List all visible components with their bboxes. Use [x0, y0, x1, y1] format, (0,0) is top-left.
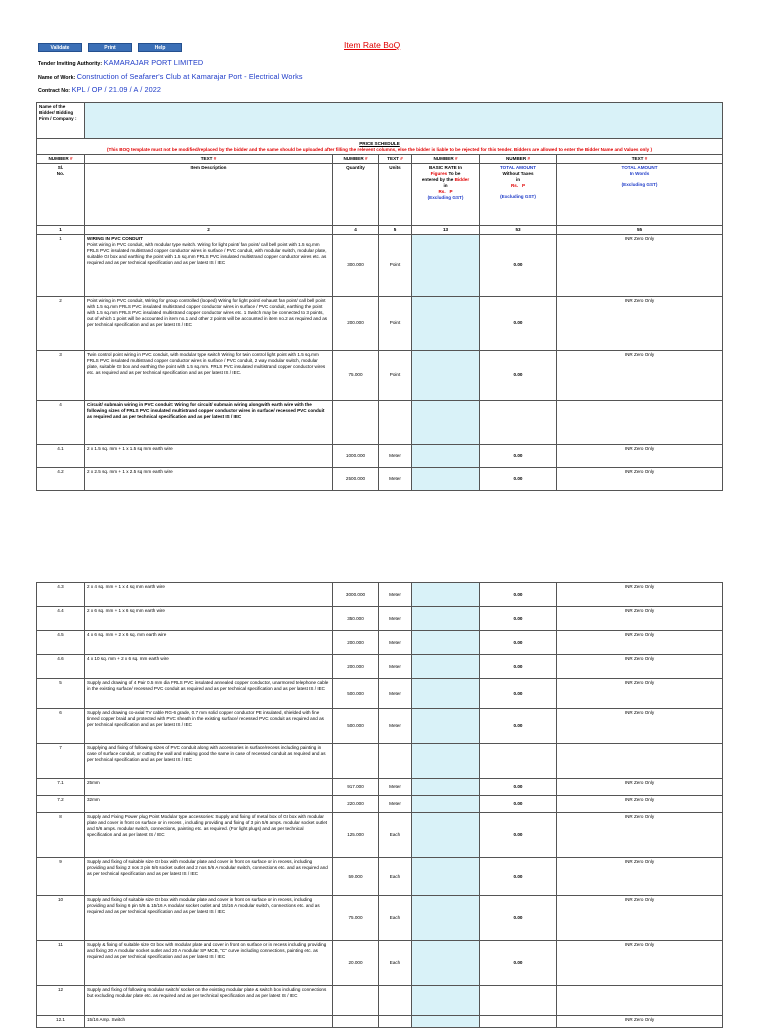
col-number-6: 53: [480, 225, 557, 234]
col-header-sl: Sl. No.: [37, 163, 85, 225]
quantity-cell: 200.000: [333, 655, 379, 679]
item-description-cell: [85, 1016, 333, 1028]
table-row: [37, 941, 723, 986]
work-name-value: Construction of Seafarer's Club at Kamarajar Port - Electrical Works: [76, 72, 303, 81]
table-row: [37, 444, 723, 467]
quantity-cell: 75.000: [333, 896, 379, 941]
quantity-cell: 500.000: [333, 709, 379, 744]
quantity-cell: [333, 986, 379, 1016]
amount-in-words-cell: INR Zero Only: [557, 655, 723, 679]
units-cell: Meter: [379, 655, 412, 679]
item-description-cell: [85, 234, 333, 296]
quantity-cell: 75.000: [333, 350, 379, 400]
help-button[interactable]: Help: [138, 43, 182, 52]
item-description: 32mm: [87, 797, 100, 802]
basic-rate-input[interactable]: [412, 296, 480, 350]
price-schedule-block: [37, 139, 723, 155]
sl-no-cell: 4: [37, 400, 85, 444]
amount-in-words-cell: INR Zero Only: [557, 444, 723, 467]
basic-rate-input[interactable]: [412, 679, 480, 709]
amount-in-words-cell: [557, 400, 723, 444]
col-number-2: 2: [85, 225, 333, 234]
total-amount-cell: 0.00: [480, 444, 557, 467]
table-row: [37, 350, 723, 400]
sl-no-cell: 10: [37, 896, 85, 941]
units-cell: Meter: [379, 607, 412, 631]
item-description: 2 x 2.5 sq. mm + 1 x 2.5 sq mm earth wire: [87, 468, 173, 474]
item-description: 2 x 4 sq. mm + 1 x 4 sq mm earth wire: [87, 584, 165, 589]
col-header-rate: BASIC RATE In Figures To be entered by the Bidder in Rs. P (Excluding GST): [412, 163, 480, 225]
col-type-7: TEXT #: [557, 154, 723, 163]
item-description-cell: [85, 858, 333, 896]
table-row: [37, 779, 723, 796]
sl-no-cell: 3: [37, 350, 85, 400]
col-number-1: 1: [37, 225, 85, 234]
table-row: [37, 796, 723, 813]
item-description-cell: [85, 296, 333, 350]
item-description: 2 x 6 sq. mm + 1 x 6 sq mm earth wire: [87, 608, 165, 613]
units-cell: Meter: [379, 709, 412, 744]
sl-no-cell: 7: [37, 744, 85, 779]
total-amount-cell: 0.00: [480, 296, 557, 350]
col-header-total: TOTAL AMOUNT Without Taxes in Rs. P (Excluding GST): [480, 163, 557, 225]
units-cell: Each: [379, 858, 412, 896]
units-cell: Meter: [379, 679, 412, 709]
item-description: Point wiring in PVC conduit, with modular type switch. Wiring for light point/ fan point/ call bell point with 1.5 sq.mm FRLS PVC insulated multistrand copper conductor wires in surface / PVC conduit, with modular switch, modular plate, suitable GI box and earthing the point with 1.5 sq.mm FRLS PVC insulated multistrand copper conductor wires etc. as required and as per technical specification and as per latest IS / IEC: [87, 241, 327, 265]
basic-rate-input[interactable]: [412, 744, 480, 779]
item-heading: WIRING IN PVC CONDUIT: [87, 235, 143, 241]
amount-in-words-cell: INR Zero Only: [557, 709, 723, 744]
item-description-cell: [85, 350, 333, 400]
table-row: [37, 986, 723, 1016]
validate-button[interactable]: Validate: [38, 43, 82, 52]
basic-rate-input[interactable]: [412, 709, 480, 744]
item-description: Point wiring in PVC conduit, Wiring for group controlled (looped) Wiring for light point/ exhaust fan point/ call bell point with 1.5 sq.mm FRLS PVC insulated multistrand copper conductor wires in surface / PVC conduit, earthing the point with 1.5 sq.mm FRLS PVC insulated multistrand copper conductor wires etc. 1 Switch may be connected to 3 points, out of which 1 point will be accounted in item no.1 and other 2 points will be accounted in item no.2 as required and as per technical specification and as per latest IS / IEC: [87, 297, 328, 327]
item-description: Supply and fixing of suitable size GI box with modular plate and cover in front on surface or in recess, including providing and fixing 6 pin 5/6 & 15/16 A modular socket outlet and 15/16 A modular switch, connections etc. and as required and as per technical specification and as per latest IS / IEC: [87, 897, 320, 914]
basic-rate-input[interactable]: [412, 1016, 480, 1028]
item-description: Twin control point wiring in PVC conduit, with modular type switch Wiring for twin control light point with 1.5 sq.mm FRLS PVC insulated multistrand copper conductor wires in surface / PVC conduit, 2 way modular switch, modular plate, suitable GI box and earthing the point with 1.5 sq.mm. FRLS PVC insulated multistrand copper conductor wires etc. as required and as per technical specification and as per latest IS / IEC.: [87, 351, 326, 375]
col-type-2: TEXT #: [85, 154, 333, 163]
amount-in-words-cell: INR Zero Only: [557, 467, 723, 490]
col-header-units: Units: [379, 163, 412, 225]
quantity-cell: 200.000: [333, 631, 379, 655]
column-type-row: [37, 154, 723, 163]
col-number-4: 5: [379, 225, 412, 234]
basic-rate-input[interactable]: [412, 858, 480, 896]
sl-no-cell: 11: [37, 941, 85, 986]
basic-rate-input[interactable]: [412, 467, 480, 490]
total-amount-cell: 0.00: [480, 679, 557, 709]
work-name-label: Name of Work:: [38, 75, 76, 81]
sl-no-cell: 6: [37, 709, 85, 744]
table-row: [37, 296, 723, 350]
col-type-4: TEXT #: [379, 154, 412, 163]
quantity-cell: 59.000: [333, 858, 379, 896]
table-row: [37, 813, 723, 858]
item-description-cell: [85, 986, 333, 1016]
units-cell: Point: [379, 234, 412, 296]
contract-value: KPL / OP / 21.09 / A / 2022: [71, 85, 162, 94]
boq-table-page-1: [36, 102, 723, 491]
quantity-cell: 1000.000: [333, 444, 379, 467]
units-cell: Each: [379, 896, 412, 941]
units-cell: Point: [379, 350, 412, 400]
amount-in-words-cell: INR Zero Only: [557, 583, 723, 607]
amount-in-words-cell: INR Zero Only: [557, 607, 723, 631]
item-description-cell: [85, 607, 333, 631]
item-description-cell: [85, 941, 333, 986]
quantity-cell: 500.000: [333, 679, 379, 709]
col-number-7: 55: [557, 225, 723, 234]
quantity-cell: [333, 1016, 379, 1028]
units-cell: [379, 744, 412, 779]
tender-authority-value: KAMARAJAR PORT LIMITED: [103, 58, 204, 67]
item-description-cell: [85, 679, 333, 709]
quantity-cell: [333, 744, 379, 779]
bidder-name-label: Name of the Bidder/ Bidding Firm / Company :: [37, 103, 85, 139]
total-amount-cell: 0.00: [480, 796, 557, 813]
col-header-desc: Item Description: [85, 163, 333, 225]
total-amount-cell: [480, 986, 557, 1016]
sl-no-cell: 4.5: [37, 631, 85, 655]
item-description-cell: [85, 655, 333, 679]
total-amount-cell: 0.00: [480, 655, 557, 679]
quantity-cell: 125.000: [333, 813, 379, 858]
units-cell: [379, 1016, 412, 1028]
quantity-cell: 200.000: [333, 296, 379, 350]
item-description-cell: [85, 583, 333, 607]
item-description-cell: [85, 796, 333, 813]
amount-in-words-cell: INR Zero Only: [557, 813, 723, 858]
item-description-cell: [85, 779, 333, 796]
basic-rate-input[interactable]: [412, 941, 480, 986]
sl-no-cell: 7.1: [37, 779, 85, 796]
table-row: [37, 744, 723, 779]
bidder-name-input[interactable]: [85, 103, 723, 139]
quantity-cell: 220.000: [333, 796, 379, 813]
sl-no-cell: 12.1: [37, 1016, 85, 1028]
sl-no-cell: 9: [37, 858, 85, 896]
item-description-cell: [85, 744, 333, 779]
total-amount-cell: 0.00: [480, 779, 557, 796]
total-amount-cell: 0.00: [480, 709, 557, 744]
basic-rate-input[interactable]: [412, 655, 480, 679]
table-row: [37, 896, 723, 941]
col-number-5: 13: [412, 225, 480, 234]
units-cell: Meter: [379, 444, 412, 467]
amount-in-words-cell: INR Zero Only: [557, 350, 723, 400]
tender-authority-label: Tender Inviting Authority:: [38, 61, 103, 67]
sl-no-cell: 4.3: [37, 583, 85, 607]
col-header-qty: Quantity: [333, 163, 379, 225]
table-row: [37, 631, 723, 655]
table-row: [37, 467, 723, 490]
sl-no-cell: 4.6: [37, 655, 85, 679]
item-description: Supply and fixing of suitable size GI box with modular plate and cover in front on surface or in recess, including providing and fixing 2 nos 3 pin 5/6 socket outlet and 2 nos 5/6 A modular switch, connections etc. and as required and as per technical specification and as per latest IS / IEC: [87, 859, 328, 876]
column-number-row: [37, 225, 723, 234]
table-row: [37, 607, 723, 631]
quantity-cell: 300.000: [333, 234, 379, 296]
quantity-cell: 2500.000: [333, 467, 379, 490]
col-type-6: NUMBER #: [480, 154, 557, 163]
basic-rate-input[interactable]: [412, 986, 480, 1016]
total-amount-cell: 0.00: [480, 607, 557, 631]
basic-rate-input[interactable]: [412, 896, 480, 941]
amount-in-words-cell: INR Zero Only: [557, 631, 723, 655]
quantity-cell: 350.000: [333, 607, 379, 631]
units-cell: Meter: [379, 583, 412, 607]
total-amount-cell: [480, 1016, 557, 1028]
print-button[interactable]: Print: [88, 43, 132, 52]
units-cell: Point: [379, 296, 412, 350]
col-header-words: TOTAL AMOUNT In Words (Excluding GST): [557, 163, 723, 225]
amount-in-words-cell: INR Zero Only: [557, 779, 723, 796]
units-cell: [379, 986, 412, 1016]
item-description-cell: [85, 631, 333, 655]
item-description: Supply and drawing of 4 Pair 0.5 mm dia FRLS PVC insulated annealed copper conductor, unarmored telephone cable in the existing surface/ recessed PVC conduit as required and as per technical specification and as per latest IS / IEC: [87, 680, 329, 691]
quantity-cell: 3000.000: [333, 583, 379, 607]
col-type-3: NUMBER #: [333, 154, 379, 163]
table-row: [37, 400, 723, 444]
units-cell: Each: [379, 813, 412, 858]
basic-rate-input[interactable]: [412, 234, 480, 296]
total-amount-cell: 0.00: [480, 467, 557, 490]
sl-no-cell: 4.4: [37, 607, 85, 631]
amount-in-words-cell: INR Zero Only: [557, 858, 723, 896]
quantity-cell: 20.000: [333, 941, 379, 986]
amount-in-words-cell: INR Zero Only: [557, 796, 723, 813]
amount-in-words-cell: INR Zero Only: [557, 296, 723, 350]
basic-rate-input[interactable]: [412, 400, 480, 444]
table-row: [37, 583, 723, 607]
basic-rate-input[interactable]: [412, 779, 480, 796]
toolbar: [38, 43, 188, 52]
basic-rate-input[interactable]: [412, 444, 480, 467]
units-cell: Each: [379, 941, 412, 986]
col-type-5: NUMBER #: [412, 154, 480, 163]
basic-rate-input[interactable]: [412, 583, 480, 607]
total-amount-cell: [480, 400, 557, 444]
amount-in-words-cell: INR Zero Only: [557, 234, 723, 296]
quantity-cell: 917.000: [333, 779, 379, 796]
basic-rate-input[interactable]: [412, 350, 480, 400]
total-amount-cell: 0.00: [480, 583, 557, 607]
basic-rate-input[interactable]: [412, 796, 480, 813]
total-amount-cell: 0.00: [480, 896, 557, 941]
amount-in-words-cell: INR Zero Only: [557, 1016, 723, 1028]
total-amount-cell: 0.00: [480, 234, 557, 296]
basic-rate-input[interactable]: [412, 607, 480, 631]
col-type-1: NUMBER #: [37, 154, 85, 163]
item-description-cell: [85, 896, 333, 941]
page-title: Item Rate BoQ: [344, 40, 401, 50]
table-row: [37, 655, 723, 679]
boq-table-page-2: [36, 582, 723, 1028]
contract-label: Contract No:: [38, 88, 71, 94]
item-description: Supply and Fixing Power plug Point Modular type accessories: Supply and fixing of metal box of GI box with modular plate and cover in front on surface or in recess , including providing and fixing of 3 pin 5/6 amps. modular socket outlet and 5/6 amps. modular switch, connections, painting etc. as required. (For light plugs) and as per technical specification and as per latest IS / IEC: [87, 814, 328, 837]
amount-in-words-cell: [557, 744, 723, 779]
item-description-cell: [85, 813, 333, 858]
sl-no-cell: 7.2: [37, 796, 85, 813]
contract-number: [38, 85, 161, 94]
tender-authority: [38, 58, 203, 67]
total-amount-cell: 0.00: [480, 350, 557, 400]
units-cell: Meter: [379, 631, 412, 655]
amount-in-words-cell: [557, 986, 723, 1016]
total-amount-cell: 0.00: [480, 631, 557, 655]
table-row: [37, 234, 723, 296]
item-description: 4 x 10 sq. mm + 2 x 6 sq. mm earth wire: [87, 656, 169, 661]
total-amount-cell: [480, 744, 557, 779]
quantity-cell: [333, 400, 379, 444]
units-cell: [379, 400, 412, 444]
sl-no-cell: 5: [37, 679, 85, 709]
basic-rate-input[interactable]: [412, 631, 480, 655]
item-description-cell: [85, 444, 333, 467]
item-description: Supply and fixing of following modular switch/ socket on the existing modular plate & switch box including connections but excluding modular plate etc. as required and as per technical specification and as per latest IS / IEC: [87, 987, 327, 998]
item-description: Supplying and fixing of following sizes of PVC conduit along with accessories in surface/recess including painting in case of surface conduit, or cutting the wall and making good the same in case of recessed conduit as required and as per technical specification and as per latest IS / IEC: [87, 745, 326, 762]
item-description: Supply and drawing co-axial TV cable RG-6 grade, 0.7 mm solid copper conductor PE insulated, shielded with fine tinned copper braid and protected with PVC sheath in the existing surface/ recessed PVC conduit as required and as per technical specification and as per latest IS / IEC: [87, 710, 324, 727]
sl-no-cell: 12: [37, 986, 85, 1016]
item-description: 25mm: [87, 780, 100, 785]
sl-no-cell: 2: [37, 296, 85, 350]
item-description: 15/16 Amp. Switch: [87, 1017, 126, 1022]
units-cell: Meter: [379, 796, 412, 813]
item-description: 4 x 6 sq. mm + 2 x 6 sq. mm earth wire: [87, 632, 167, 637]
total-amount-cell: 0.00: [480, 858, 557, 896]
work-name: [38, 72, 303, 81]
item-description-cell: [85, 467, 333, 490]
units-cell: Meter: [379, 779, 412, 796]
boq-note: (This BOQ template must not be modified/replaced by the bidder and the same should be uploaded after filling the relevent columns, else the bidder is liable to be rejected for this tender. Bidders are allowed to enter the Bidder Name and Values only ): [107, 146, 652, 152]
sl-no-cell: 8: [37, 813, 85, 858]
item-description: 2 x 1.5 sq. mm + 1 x 1.5 sq mm earth wire: [87, 445, 173, 451]
table-row: [37, 709, 723, 744]
table-row: [37, 679, 723, 709]
units-cell: Meter: [379, 467, 412, 490]
amount-in-words-cell: INR Zero Only: [557, 941, 723, 986]
sl-no-cell: 4.2: [37, 467, 85, 490]
sl-no-cell: 4.1: [37, 444, 85, 467]
amount-in-words-cell: INR Zero Only: [557, 896, 723, 941]
table-row: [37, 1016, 723, 1028]
item-description-cell: [85, 709, 333, 744]
item-heading: Circuit/ submain wiring in PVC conduit: Wiring for circuit/ submain wiring alongwith earth wire with the following sizes of FRLS PVC insulated multistrand copper conductor wires in surface/ recessed PVC conduit as required and as per technical specification and as per latest IS / IEC: [87, 401, 325, 419]
price-schedule-title: PRICE SCHEDULE: [359, 141, 400, 146]
table-row: [37, 858, 723, 896]
item-description: Supply & fixing of suitable size GI box with modular plate and cover in front on surface or in recess including providing and fixing 20 A modular socket outlet and 20 A modular SP MCB, "C" curve including connections, painting etc. as required and as per technical specification and as per latest IS / IEC: [87, 942, 327, 959]
col-number-3: 4: [333, 225, 379, 234]
total-amount-cell: 0.00: [480, 941, 557, 986]
total-amount-cell: 0.00: [480, 813, 557, 858]
sl-no-cell: 1: [37, 234, 85, 296]
column-header-row: [37, 163, 723, 225]
basic-rate-input[interactable]: [412, 813, 480, 858]
item-description-cell: [85, 400, 333, 444]
amount-in-words-cell: INR Zero Only: [557, 679, 723, 709]
